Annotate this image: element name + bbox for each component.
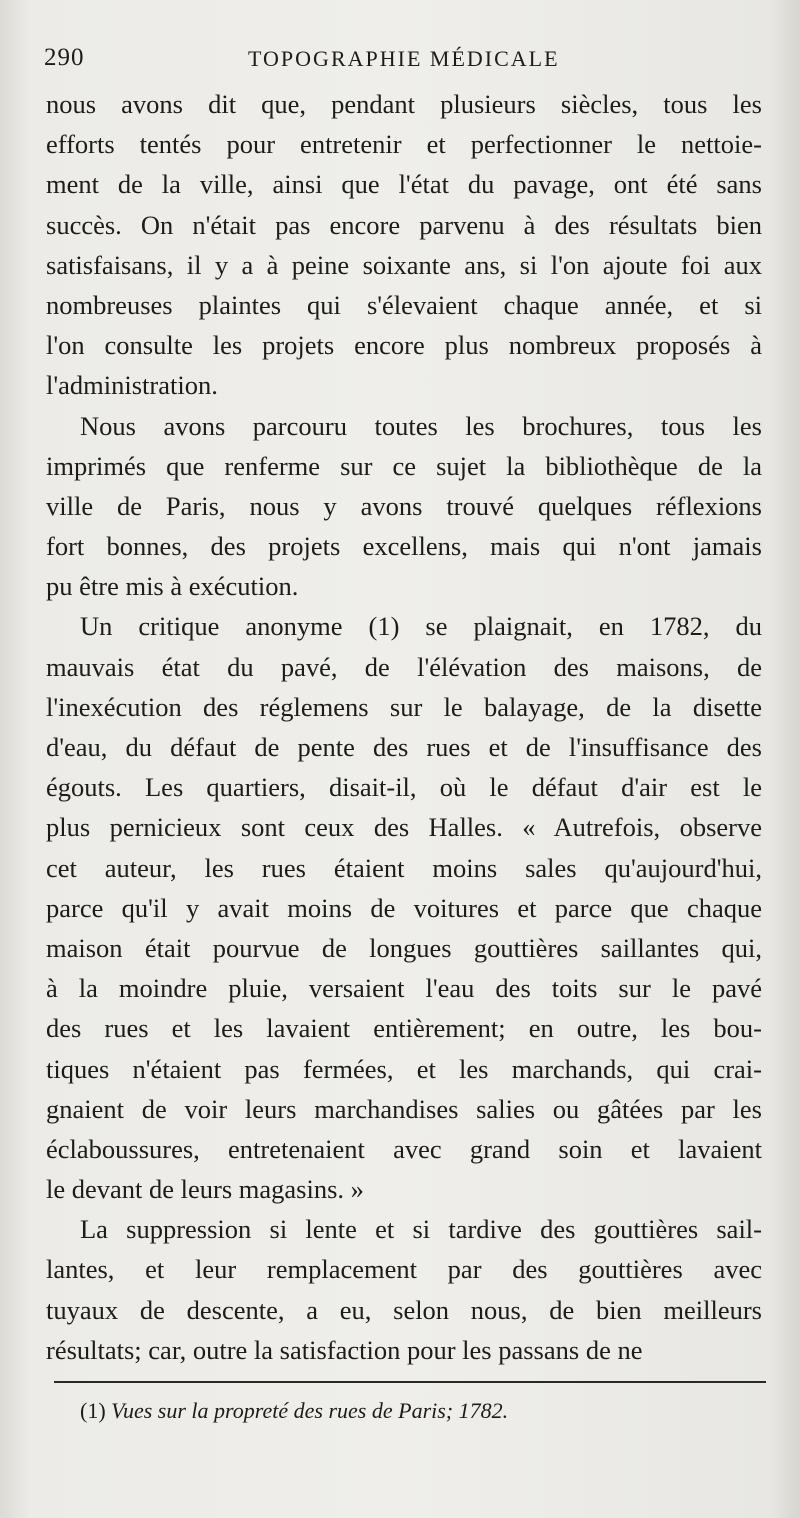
- text-line: égouts. Les quartiers, disait-il, où le défaut d'air est le: [46, 772, 762, 803]
- text-line: tiques n'étaient pas fermées, et les marchands, qui crai-: [46, 1053, 762, 1084]
- text-line: tuyaux de descente, a eu, selon nous, de bien meilleurs: [46, 1294, 762, 1325]
- text-line: ment de la ville, ainsi que l'état du pavage, ont été sans: [46, 169, 762, 200]
- text-line: résultats; car, outre la satisfaction pour les passans de ne: [46, 1334, 643, 1365]
- text-line: cet auteur, les rues étaient moins sales qu'aujourd'hui,: [46, 852, 762, 883]
- text-line: ville de Paris, nous y avons trouvé quelques réflexions: [46, 490, 762, 521]
- text-line: maison était pourvue de longues gouttières saillantes qui,: [46, 932, 762, 963]
- page-number: 290: [44, 44, 85, 71]
- text-line: l'on consulte les projets encore plus nombreux proposés à: [46, 330, 762, 361]
- text-line: pu être mis à exécution.: [46, 571, 299, 602]
- text-line: imprimés que renferme sur ce sujet la bibliothèque de la: [46, 450, 762, 481]
- text-line: à la moindre pluie, versaient l'eau des toits sur le pavé: [46, 973, 762, 1004]
- footnote-text: Vues sur la propreté des rues de Paris; 1782.: [111, 1398, 509, 1423]
- running-head: TOPOGRAPHIE MÉDICALE: [248, 46, 560, 71]
- text-line: nombreuses plaintes qui s'élevaient chaque année, et si: [46, 289, 762, 320]
- paragraph: [46, 1209, 762, 1370]
- text-line: parce qu'il y avait moins de voitures et parce que chaque: [46, 892, 762, 923]
- footnote: [80, 1398, 508, 1424]
- paragraph: [46, 84, 762, 406]
- text-line: efforts tentés pour entretenir et perfectionner le nettoie-: [46, 129, 762, 160]
- text-line: l'administration.: [46, 370, 218, 401]
- footnote-rule: [54, 1381, 766, 1383]
- text-line: Nous avons parcouru toutes les brochures, tous les: [80, 410, 762, 441]
- paragraph: [46, 406, 762, 607]
- text-line: le devant de leurs magasins. »: [46, 1174, 364, 1205]
- text-line: l'inexécution des réglemens sur le balayage, de la disette: [46, 691, 762, 722]
- page-header: [40, 44, 770, 84]
- text-line: gnaient de voir leurs marchandises salies ou gâtées par les: [46, 1093, 762, 1124]
- paragraph: [46, 606, 762, 1209]
- text-line: d'eau, du défaut de pente des rues et de l'insuffisance des: [46, 732, 762, 762]
- text-line: mauvais état du pavé, de l'élévation des maisons, de: [46, 651, 762, 682]
- text-line: des rues et les lavaient entièrement; en outre, les bou-: [46, 1013, 762, 1044]
- text-line: succès. On n'était pas encore parvenu à des résultats bien: [46, 209, 762, 240]
- text-line: lantes, et leur remplacement par des gouttières avec: [46, 1254, 762, 1285]
- text-line: satisfaisans, il y a à peine soixante ans, si l'on ajoute foi aux: [46, 249, 762, 280]
- text-line: plus pernicieux sont ceux des Halles. « Autrefois, observe: [46, 812, 762, 843]
- text-line: nous avons dit que, pendant plusieurs siècles, tous les: [46, 89, 762, 119]
- text-line: La suppression si lente et si tardive des gouttières sail-: [80, 1214, 762, 1245]
- text-line: fort bonnes, des projets excellens, mais qui n'ont jamais: [46, 531, 762, 562]
- body-text: [46, 84, 762, 1370]
- text-line: Un critique anonyme (1) se plaignait, en 1782, du: [80, 611, 762, 642]
- footnote-marker: (1): [80, 1398, 106, 1423]
- text-line: éclaboussures, entretenaient avec grand soin et lavaient: [46, 1133, 762, 1164]
